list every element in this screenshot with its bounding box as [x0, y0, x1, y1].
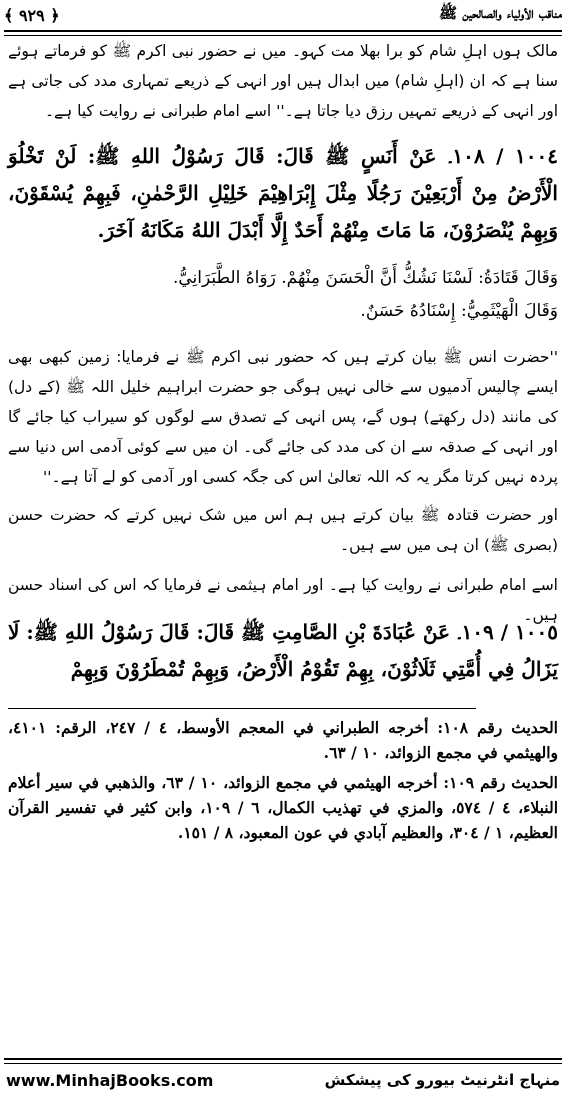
- page-header: [4, 2, 562, 28]
- footnote-hadith-108: الحديث رقم ١٠٨: أخرجه الطبراني في المعجم الأوسط، ٤ / ٢٤٧، الرقم: ٤١٠١، والهيثمي في مجمع الزوائد، ١٠ / ٦٣.: [8, 718, 558, 762]
- footer-divider: [4, 1058, 562, 1064]
- urdu-translation-paragraph: ''حضرت انس ﷺ بیان کرتے ہیں کہ حضور نبی اکرم ﷺ نے فرمایا: زمین کبھی بھی ایسے چالیس آدمیوں سے خالی نہیں ہوگی جو حضرت ابراہیم خلیل اللہ ﷺ (کے دل) کی مانند (دل رکھتے) ہوں گے، پس انہی کے تصدق سے لوگوں کو سیراب کیا جائے گا اور انہی کے صدقہ سے ان کی مدد کی جائے گی۔ ان میں سے کوئی آدمی اس دنیا سے پردہ نہیں کرتا مگر یہ کہ اللہ تعالیٰ اس کی جگہ کسی اور آدمی کو لے آتا ہے۔'': [8, 348, 558, 486]
- qatada-arabic: وَقَالَ قَتَادَةُ: لَسْنَا نَشُكُّ أَنَّ الْحَسَنَ مِنْهُمْ. رَوَاهُ الطَّبَرَانِيُّ.: [172, 268, 558, 288]
- haythami-arabic: وَقَالَ الْهَيْثَمِيُّ: إِسْنَادُهُ حَسَنٌ.: [360, 301, 558, 321]
- hadith-1004-number: ١٠٠٤ / ١٠٨۔: [447, 144, 558, 168]
- urdu-riwayat-paragraph: اسے امام طبرانی نے روایت کیا ہے۔ اور امام ہیثمی نے فرمایا کہ اس کی اسناد حسن ہیں۔: [8, 576, 558, 624]
- footnote-hadith-109: الحديث رقم ١٠٩: أخرجه الهيثمي في مجمع الزوائد، ١٠ / ٦٣، والذهبي في سير أعلام النبلاء، ٤ / ٥٧٤، والمزي في تهذيب الكمال، ٦ / ١٠٩، وابن كثير في تفسير القرآن العظيم، ١ / ٣٠٤، والعظيم آبادي في عون المعبود، ٨ / ١٥١.: [8, 773, 559, 842]
- page-number: ﴿ ٩٢٩ ﴾: [4, 5, 60, 25]
- hadith-1005-arabic: [8, 614, 558, 688]
- hadith-1005-text: عَنْ عُبَادَةَ بْنِ الصَّامِتِ ﷺ قَالَ: قَالَ رَسُوْلُ اللهِ ﷺ: لَا يَزَالُ فِي أُمَّتِي ثَلَاثُوْنَ، بِهِمْ تَقُوْمُ الْأَرْضُ، وَبِهِمْ تُمْطَرُوْنَ وَبِهِمْ: [8, 620, 558, 681]
- footnote-divider: [8, 708, 476, 709]
- page-footer: [6, 1065, 560, 1095]
- website-link[interactable]: www.MinhajBooks.com: [6, 1070, 214, 1090]
- hadith-1004-text: عَنْ أَنَسٍ ﷺ قَالَ: قَالَ رَسُوْلُ اللهِ ﷺ: لَنْ تَخْلُوَ الْأَرْضُ مِنْ أَرْبَعِيْنَ رَجُلًا مِثْلَ إِبْرَاهِيْمَ خَلِيْلِ الرَّحْمٰنِ، فَبِهِمْ يُسْقَوْنَ، وَبِهِمْ يُنْصَرُوْنَ، مَا مَاتَ مِنْهُمْ أَحَدٌ إِلَّا أَبْدَلَ اللهُ مَكَانَهُ آخَرَ.: [8, 144, 558, 242]
- publisher-credit: منہاج انٹرنیٹ بیورو کی پیشکش: [324, 1071, 560, 1089]
- urdu-intro-paragraph: مالک ہوں اہلِ شام کو برا بھلا مت کہو۔ میں نے حضور نبی اکرم ﷺ کو فرماتے ہوئے سنا ہے کہ ان (اہلِ شام) میں ابدال ہیں اور انہی کے ذریعے تمہاری مدد کی جاتی ہے اور انہی کے ذریعے تمہیں رزق دیا جاتا ہے۔'' اسے امام طبرانی نے روایت کیا ہے۔: [8, 42, 558, 120]
- urdu-qatada-paragraph: اور حضرت قتادہ ﷺ بیان کرتے ہیں ہم اس میں شک نہیں کرتے کہ حضرت حسن (بصری ﷺ) ان ہی میں سے ہیں۔: [8, 506, 558, 554]
- hadith-1005-number: ١٠٠٥ / ١٠٩۔: [457, 620, 558, 644]
- running-title: مناقب الأولياء والصالحين ﷺ: [439, 4, 562, 22]
- hadith-1004-arabic: [8, 138, 558, 249]
